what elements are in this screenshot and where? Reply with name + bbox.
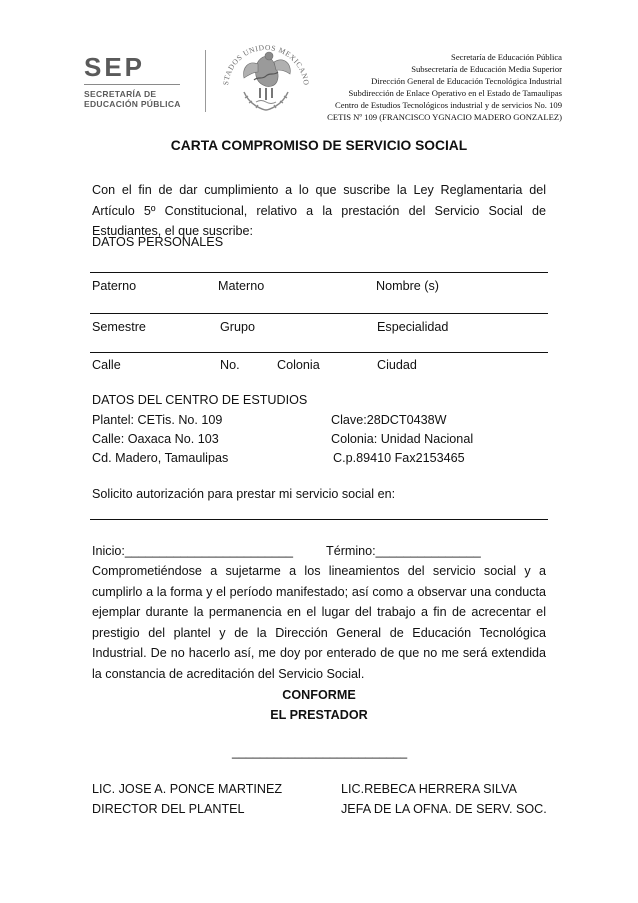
label-grupo: Grupo (220, 320, 256, 334)
prestador-label: EL PRESTADOR (270, 708, 368, 722)
label-calle: Calle (92, 358, 121, 372)
header-line-5: Centro de Estudios Tecnológicos industrial y de servicios No. 109 (335, 100, 562, 110)
header-line-3: Dirección General de Educación Tecnológica Industrial (371, 76, 562, 86)
service-location-field[interactable] (90, 519, 548, 520)
school-cp-fax: C.p.89410 Fax2153465 (333, 451, 465, 465)
termino-field[interactable]: Término:_______________ (326, 544, 481, 558)
school-plantel: Plantel: CETis. No. 109 (92, 413, 223, 427)
label-no: No. (220, 358, 240, 372)
field-line-3[interactable] (90, 352, 548, 353)
sep-logo-rule (84, 84, 180, 85)
school-colonia: Colonia: Unidad Nacional (331, 432, 474, 446)
header-line-1: Secretaría de Educación Pública (451, 52, 562, 62)
sep-logo-line1: SECRETARÍA DE (84, 89, 157, 99)
sep-logo (84, 54, 184, 109)
page-title: CARTA COMPROMISO DE SERVICIO SOCIAL (170, 138, 468, 153)
label-semestre: Semestre (92, 320, 146, 334)
director-role: DIRECTOR DEL PLANTEL (92, 802, 245, 816)
jefa-role: JEFA DE LA OFNA. DE SERV. SOC. (341, 802, 547, 816)
header-line-6: CETIS Nº 109 (FRANCISCO YGNACIO MADERO GONZALEZ) (327, 112, 562, 122)
school-clave: Clave:28DCT0438W (331, 413, 447, 427)
label-nombre: Nombre (s) (376, 279, 439, 293)
sep-logo-main: SEP (84, 52, 146, 82)
commitment-paragraph: Comprometiéndose a sujetarme a los lineamientos del servicio social y a cumplirlo a la forma y el período manifestado; así como a observar una conducta ejemplar durante la permanencia en el lugar del trabajo a fin de acrecentar el prestigio del plantel y de la Dirección General de Educación Tecnológica Industrial. De no hacerlo así, me doy por enterado de que no me será extendida la constancia de acreditación del Servicio Social. (92, 564, 546, 681)
inicio-field[interactable]: Inicio:________________________ (92, 544, 293, 558)
header-line-2: Subsecretaría de Educación Media Superior (411, 64, 562, 74)
intro-paragraph: Con el fin de dar cumplimiento a lo que suscribe la Ley Reglamentaria del Artículo 5º Constitucional, relativo a la prestación del Servicio Social de Estudiantes, el que suscribe: (92, 183, 546, 238)
header-line-4: Subdirección de Enlace Operativo en el Estado de Tamaulipas (348, 88, 562, 98)
field-line-1[interactable] (90, 272, 548, 273)
field-line-2[interactable] (90, 313, 548, 314)
jefa-name: LIC.REBECA HERRERA SILVA (341, 782, 517, 796)
request-text: Solicito autorización para prestar mi servicio social en: (92, 487, 396, 501)
header-divider (205, 50, 206, 112)
label-colonia: Colonia (277, 358, 320, 372)
label-ciudad: Ciudad (377, 358, 417, 372)
school-calle: Calle: Oaxaca No. 103 (92, 432, 219, 446)
seal-text: STADOS UNIDOS MEXICANO (221, 42, 311, 87)
personal-data-heading: DATOS PERSONALES (92, 235, 224, 249)
label-especialidad: Especialidad (377, 320, 449, 334)
label-materno: Materno (218, 279, 265, 293)
signature-line[interactable]: _________________________ (232, 745, 408, 759)
sep-logo-line2: EDUCACIÓN PÚBLICA (84, 99, 181, 109)
director-name: LIC. JOSE A. PONCE MARTINEZ (92, 782, 283, 796)
mexican-coat-of-arms-icon (214, 30, 318, 122)
label-paterno: Paterno (92, 279, 137, 293)
conforme-label: CONFORME (282, 688, 356, 702)
school-data-heading: DATOS DEL CENTRO DE ESTUDIOS (92, 393, 308, 407)
school-ciudad: Cd. Madero, Tamaulipas (92, 451, 229, 465)
